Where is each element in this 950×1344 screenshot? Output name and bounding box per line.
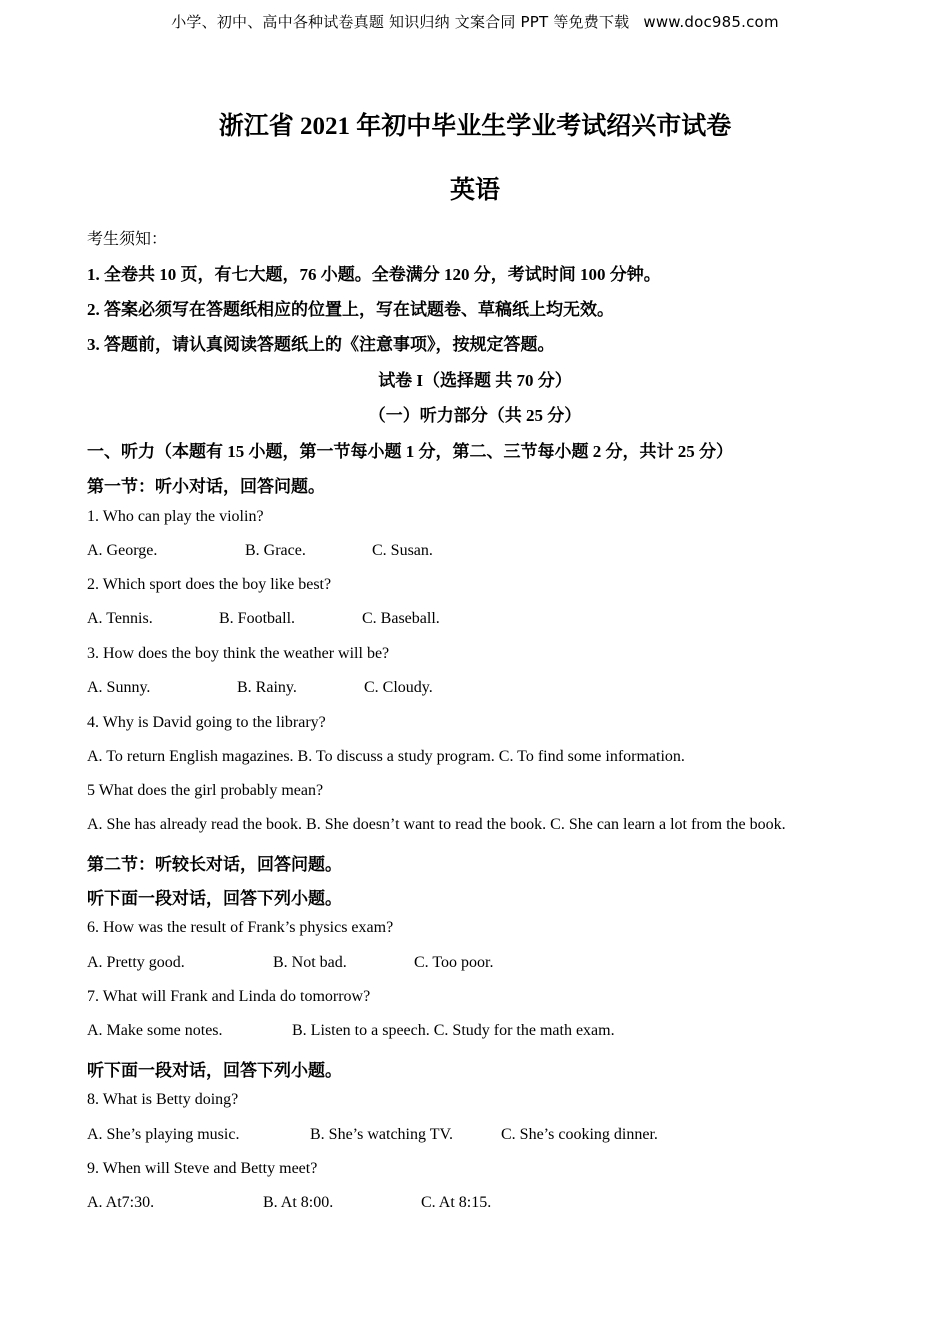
options-3 — [87, 679, 433, 697]
exam-title: 浙江省 2021 年初中毕业生学业考试绍兴市试卷 — [218, 113, 732, 140]
option-b: B. Not bad. — [273, 954, 347, 971]
question-3: 3. How does the boy think the weather will be? — [87, 645, 390, 662]
question-8: 8. What is Betty doing? — [87, 1091, 239, 1108]
options-1 — [87, 542, 433, 560]
question-7: 7. What will Frank and Linda do tomorrow? — [87, 988, 371, 1005]
options-8 — [87, 1126, 658, 1144]
question-5: 5 What does the girl probably mean? — [87, 782, 324, 799]
options-5: A. She has already read the book. B. She doesn’t want to read the book. C. She can learn a lot from the book. — [87, 816, 786, 833]
dialog-instruction: 听下面一段对话，回答下列小题。 — [87, 889, 342, 908]
option-a: A. She’s playing music. — [87, 1126, 240, 1143]
option-a: A. George. — [87, 542, 158, 559]
option-b: B. Football. — [219, 610, 296, 627]
option-a: A. Sunny. — [87, 679, 151, 696]
notice-item: 2. 答案必须写在答题纸相应的位置上，写在试题卷、草稿纸上均无效。 — [87, 300, 614, 319]
question-4: 4. Why is David going to the library? — [87, 714, 326, 731]
option-a: A. At7:30. — [87, 1194, 155, 1211]
options-6 — [87, 954, 494, 972]
part-title: （一）听力部分（共 25 分） — [368, 406, 582, 425]
option-c: C. She’s cooking dinner. — [501, 1126, 658, 1143]
site-header — [0, 11, 950, 32]
options-7 — [87, 1022, 615, 1040]
question-1: 1. Who can play the violin? — [87, 508, 264, 525]
notice-item: 3. 答题前，请认真阅读答题纸上的《注意事项》，按规定答题。 — [87, 335, 555, 354]
question-2: 2. Which sport does the boy like best? — [87, 576, 332, 593]
option-b: B. At 8:00. — [263, 1194, 334, 1211]
notice-item: 1. 全卷共 10 页，有七大题，76 小题。全卷满分 120 分，考试时间 100 分钟。 — [87, 265, 661, 284]
header-url[interactable]: www.doc985.com — [643, 13, 779, 31]
part2-title: 第二节：听较长对话，回答问题。 — [87, 855, 342, 874]
options-4: A. To return English magazines. B. To discuss a study program. C. To find some information. — [87, 748, 685, 765]
notice-heading: 考生须知： — [87, 231, 168, 248]
option-a: A. Tennis. — [87, 610, 153, 627]
option-c: C. Cloudy. — [364, 679, 433, 696]
option-b: B. Rainy. — [237, 679, 297, 696]
subject-title: 英语 — [449, 177, 500, 204]
question-9: 9. When will Steve and Betty meet? — [87, 1160, 318, 1177]
options-2 — [87, 610, 440, 628]
options-9 — [87, 1194, 492, 1212]
option-a: A. Pretty good. — [87, 954, 185, 971]
option-b: B. She’s watching TV. — [310, 1126, 453, 1143]
section-title: 一、听力（本题有 15 小题，第一节每小题 1 分，第二、三节每小题 2 分，共计 25 分） — [87, 442, 733, 461]
option-a: A. Make some notes. — [87, 1022, 223, 1039]
dialog-instruction: 听下面一段对话，回答下列小题。 — [87, 1061, 342, 1080]
paper-title: 试卷 I（选择题 共 70 分） — [378, 371, 572, 390]
option-c: C. Baseball. — [362, 610, 440, 627]
part1-title: 第一节：听小对话，回答问题。 — [87, 477, 325, 496]
header-text: 小学、初中、高中各种试卷真题 知识归纳 文案合同 PPT 等免费下载 — [171, 13, 630, 31]
option-b-c: B. Listen to a speech. C. Study for the math exam. — [292, 1022, 615, 1039]
option-c: C. At 8:15. — [421, 1194, 492, 1211]
option-b: B. Grace. — [245, 542, 306, 559]
question-6: 6. How was the result of Frank’s physics exam? — [87, 919, 394, 936]
option-c: C. Susan. — [372, 542, 433, 559]
option-c: C. Too poor. — [414, 954, 494, 971]
